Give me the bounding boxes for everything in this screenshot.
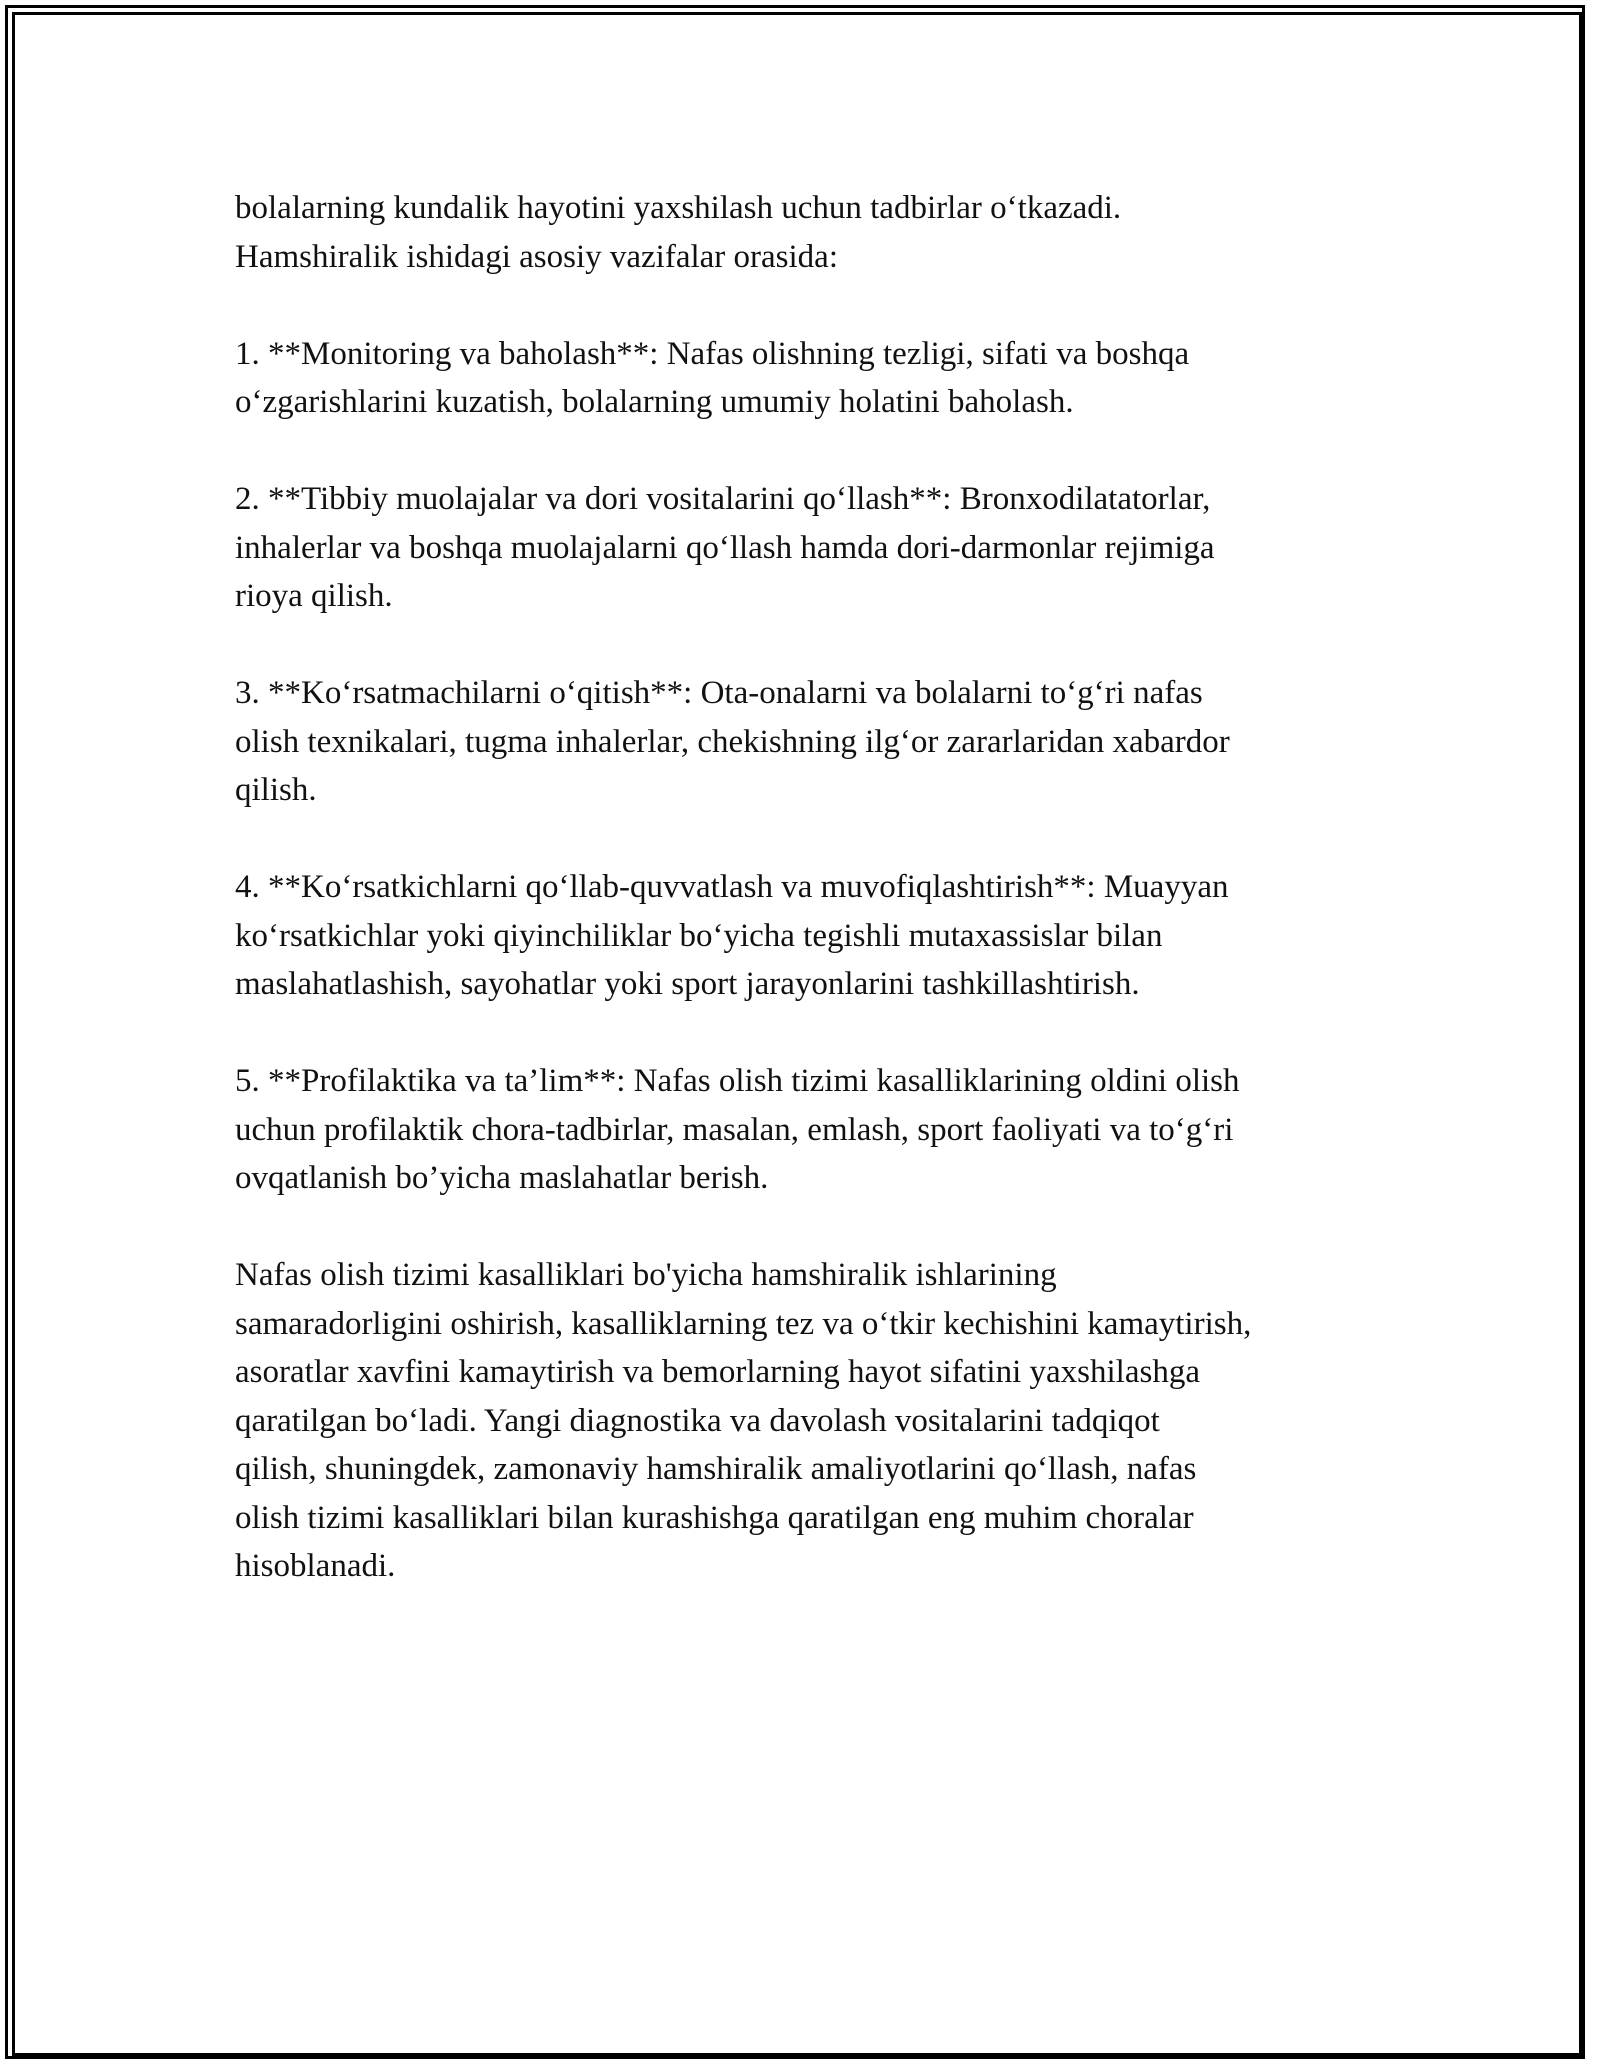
intro-paragraph: bolalarning kundalik hayotini yaxshilash uchun tadbirlar o‘tkazadi. Hamshiralik ishidagi asosiy vazifalar orasida: (235, 190, 1122, 275)
document-body (235, 184, 1395, 1591)
conclusion-paragraph: Nafas olish tizimi kasalliklari bo'yicha hamshiralik ishlarining samaradorligini oshirish, kasalliklarning tez va o‘tkir kechishini kamaytirish, asoratlar xavfini kamaytirish va bemorlarning hayot sifatini yaxshilashga qaratilgan bo‘ladi. Yangi diagnostika va davolash vositalarini tadqiqot qilish, shuningdek, zamonaviy hamshiralik amaliyotlarini qo‘llash, nafas olish tizimi kasalliklari bilan kurashishga qaratilgan eng muhim choralar hisoblanadi. (235, 1257, 1252, 1584)
list-item-treatment: 2. **Tibbiy muolajalar va dori vositalarini qo‘llash**: Bronxodilatatorlar, inhalerlar va boshqa muolajalarni qo‘llash hamda dori-darmonlar rejimiga rioya qilish. (235, 481, 1215, 614)
list-item-prevention: 5. **Profilaktika va ta’lim**: Nafas olish tizimi kasalliklarining oldini olish uchun profilaktik chora-tadbirlar, masalan, emlash, sport faoliyati va to‘g‘ri ovqatlanish bo’yicha maslahatlar berish. (235, 1063, 1240, 1196)
list-item-monitoring: 1. **Monitoring va baholash**: Nafas olishning tezligi, sifati va boshqa o‘zgarishlarini kuzatish, bolalarning umumiy holatini baholash. (235, 335, 1190, 420)
list-item-coordination: 4. **Ko‘rsatkichlarni qo‘llab-quvvatlash va muvofiqlashtirish**: Muayyan ko‘rsatkichlar yoki qiyinchiliklar bo‘yicha tegishli mutaxassislar bilan maslahatlashish, sayohatlar yoki sport jarayonlarini tashkillashtirish. (235, 869, 1229, 1002)
list-item-training: 3. **Ko‘rsatmachilarni o‘qitish**: Ota-onalarni va bolalarni to‘g‘ri nafas olish texnikalari, tugma inhalerlar, chekishning ilg‘or zararlaridan xabardor qilish. (235, 675, 1230, 808)
